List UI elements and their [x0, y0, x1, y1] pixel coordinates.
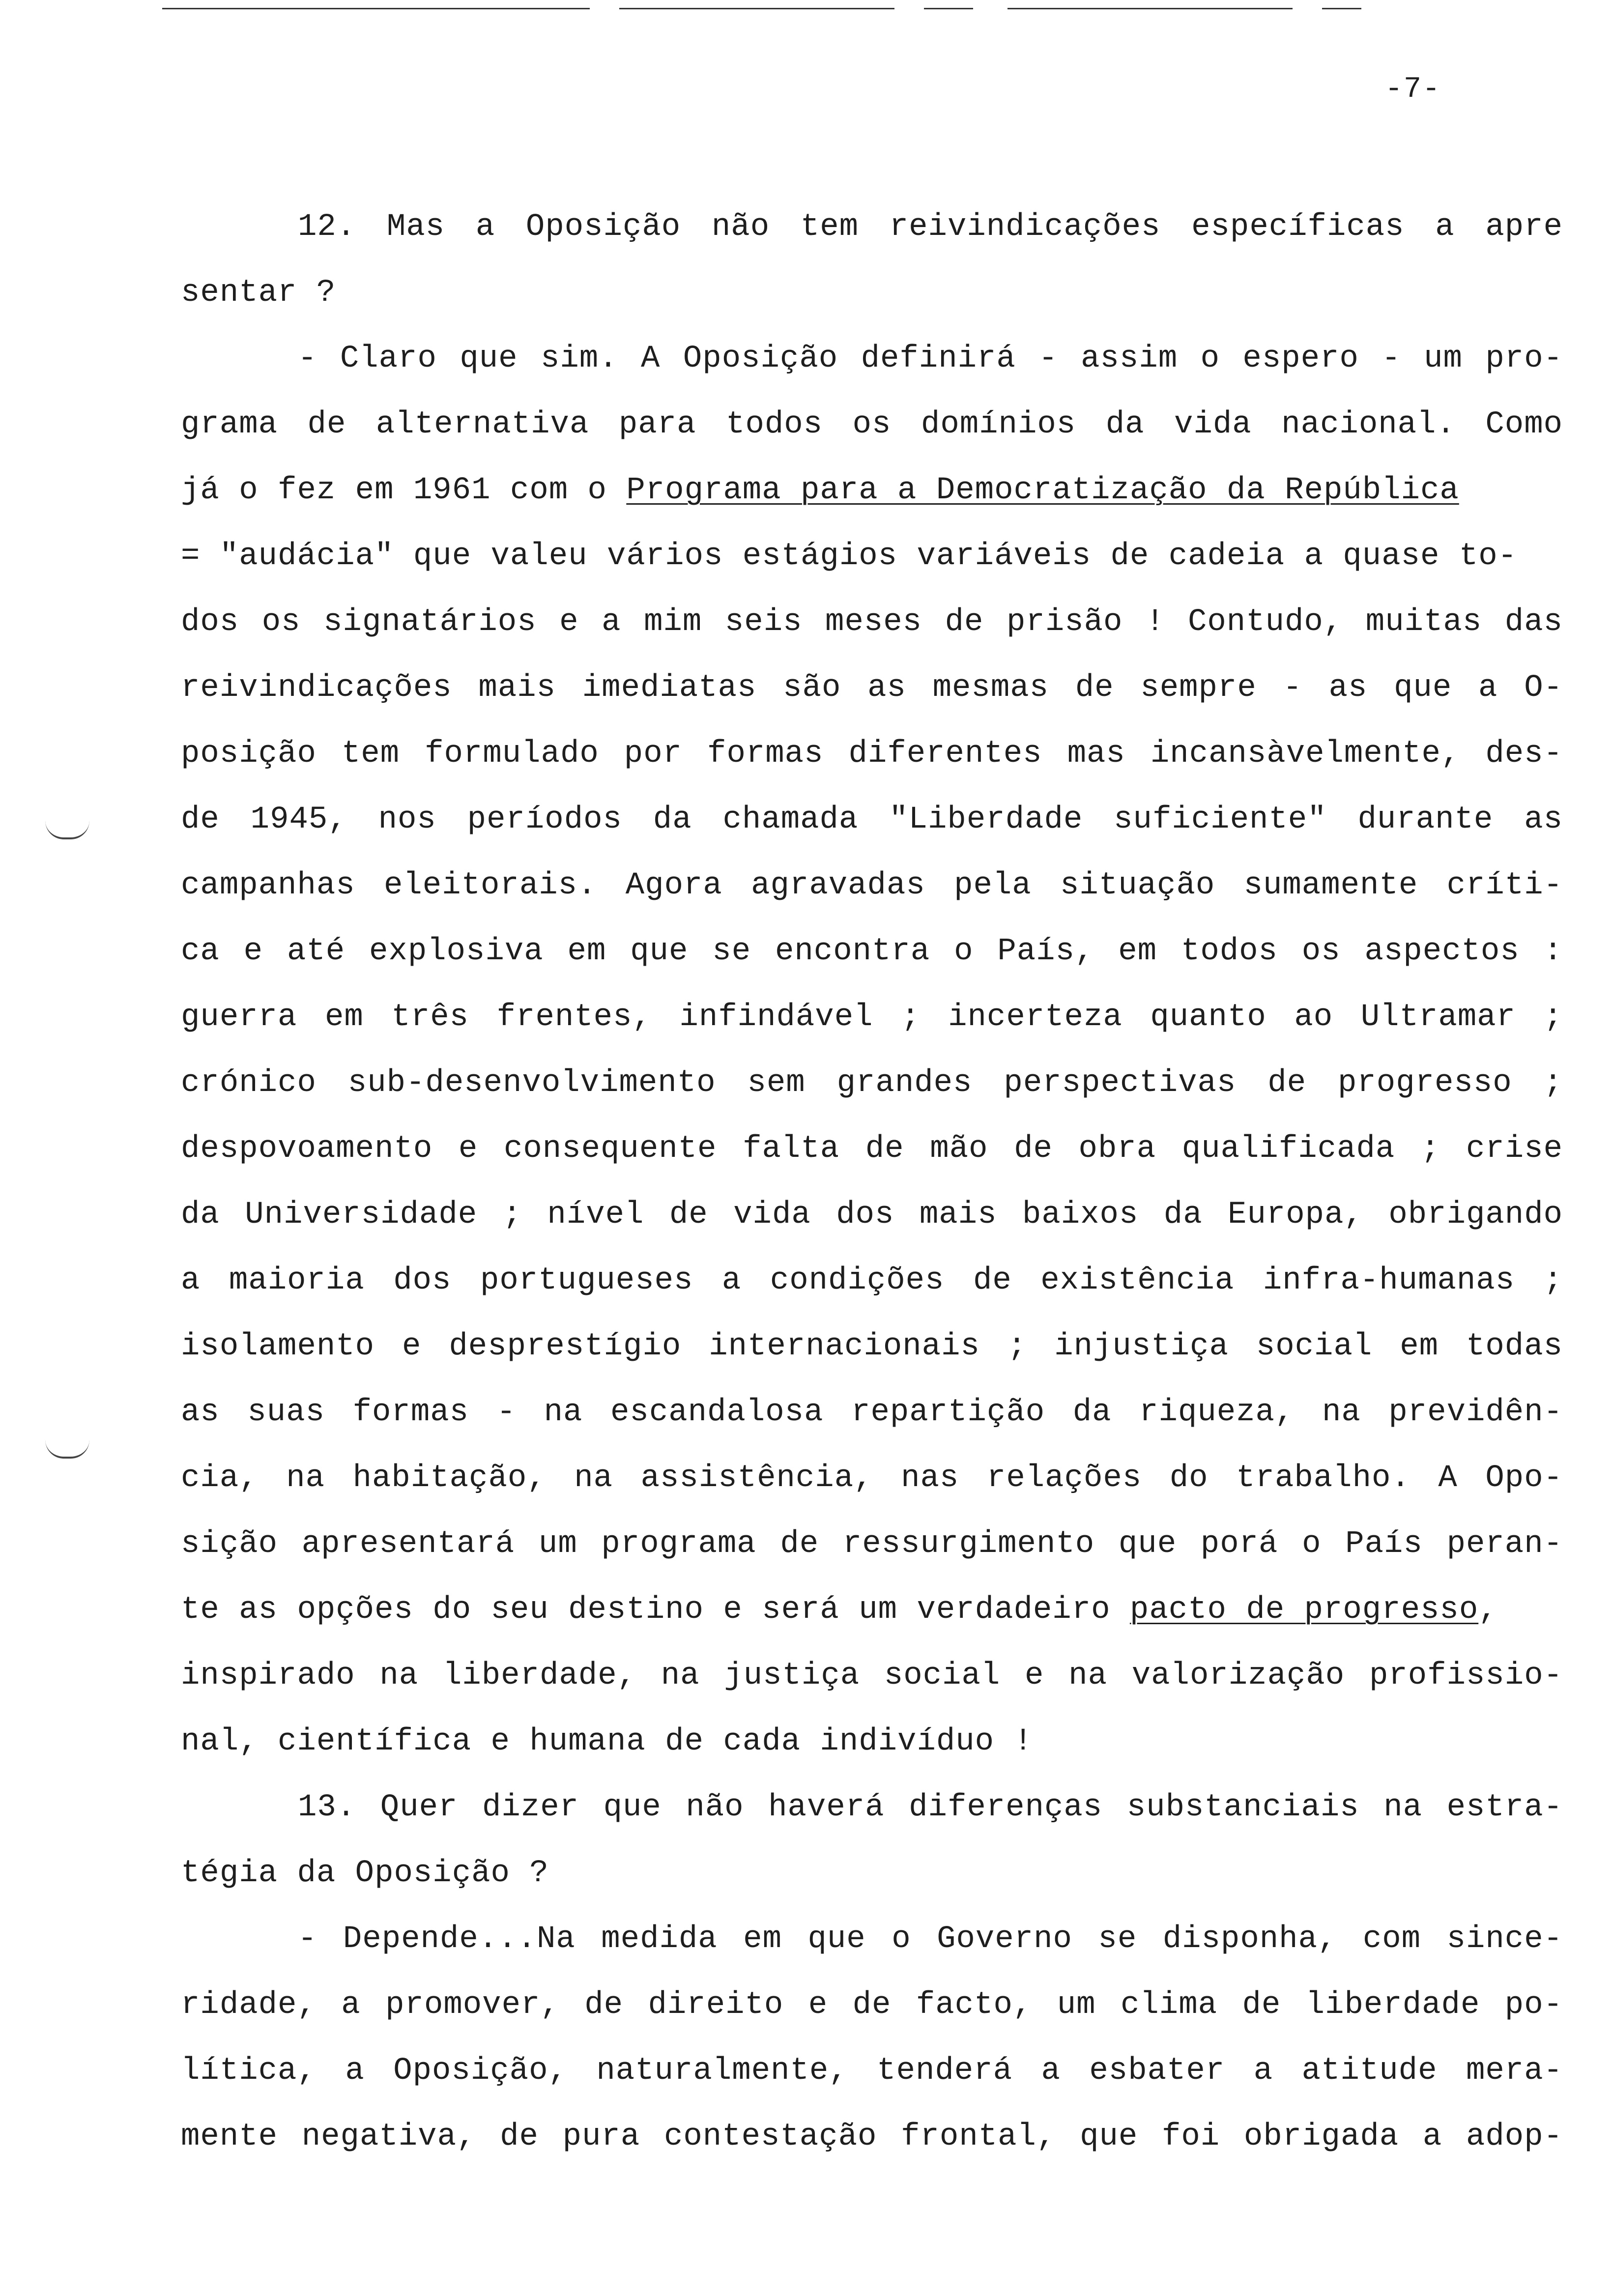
- answer-12-line-16: isolamento e desprestígio internacionais ; injustiça social em todas: [181, 1329, 1563, 1364]
- answer-12-line-21: inspirado na liberdade, na justiça social e na valorização profissio-: [181, 1658, 1563, 1693]
- page-number: -7-: [1385, 73, 1441, 106]
- progress-pact-underlined: pacto de progresso: [1129, 1592, 1479, 1628]
- answer-13-line-1: - Depende...Na medida em que o Governo se disponha, com since-: [298, 1922, 1563, 1957]
- answer-12-line-20-text: te as opções do seu destino e será um verdadeiro: [181, 1592, 1130, 1628]
- answer-12-line-8: de 1945, nos períodos da chamada "Liberdade suficiente" durante as: [181, 802, 1563, 837]
- answer-12-line-1: - Claro que sim. A Oposição definirá - assim o espero - um pro-: [298, 341, 1563, 376]
- question-13-line-2: tégia da Oposição ?: [181, 1856, 549, 1891]
- dash-mark: =: [181, 539, 201, 574]
- answer-12-line-17: as suas formas - na escandalosa repartição da riqueza, na previdên-: [181, 1395, 1563, 1430]
- comma: ,: [1478, 1592, 1498, 1628]
- answer-12-line-18: cia, na habitação, na assistência, nas relações do trabalho. A Opo-: [181, 1461, 1563, 1496]
- answer-12-line-3-text: já o fez em 1961 com o: [181, 473, 627, 508]
- question-12-line-2: sentar ?: [181, 275, 336, 311]
- answer-12-line-6: reivindicações mais imediatas são as mesmas de sempre - as que a O-: [181, 670, 1563, 706]
- answer-12-line-3: [181, 471, 1563, 510]
- answer-12-line-2: grama de alternativa para todos os domínios da vida nacional. Como: [181, 407, 1563, 442]
- answer-12-line-11: guerra em três frentes, infindável ; incerteza quanto ao Ultramar ;: [181, 1000, 1563, 1035]
- answer-13-line-3: lítica, a Oposição, naturalmente, tenderá a esbater a atitude mera-: [181, 2053, 1563, 2089]
- answer-12-line-5: dos os signatários e a mim seis meses de prisão ! Contudo, muitas das: [181, 604, 1563, 640]
- answer-13-line-4: mente negativa, de pura contestação frontal, que foi obrigada a adop-: [181, 2119, 1563, 2154]
- answer-13-line-2: ridade, a promover, de direito e de facto, um clima de liberdade po-: [181, 1987, 1563, 2023]
- answer-12-line-15: a maioria dos portugueses a condições de existência infra-humanas ;: [181, 1263, 1563, 1298]
- answer-12-line-12: crónico sub-desenvolvimento sem grandes perspectivas de progresso ;: [181, 1065, 1563, 1101]
- answer-12-line-4: [181, 537, 1563, 576]
- answer-12-line-19: sição apresentará um programa de ressurgimento que porá o País peran-: [181, 1526, 1563, 1562]
- answer-12-line-22: nal, científica e humana de cada indivíduo !: [181, 1724, 1033, 1759]
- question-13-line-1: 13. Quer dizer que não haverá diferenças substanciais na estra-: [298, 1790, 1563, 1825]
- answer-12-line-9: campanhas eleitorais. Agora agravadas pela situação sumamente críti-: [181, 868, 1563, 903]
- answer-12-line-13: despovoamento e consequente falta de mão de obra qualificada ; crise: [181, 1131, 1563, 1167]
- answer-12-line-10: ca e até explosiva em que se encontra o País, em todos os aspectos :: [181, 934, 1563, 969]
- answer-12-line-4-text: "audácia" que valeu vários estágios variáveis de cadeia a quase to-: [219, 539, 1518, 574]
- program-title-underlined: Programa para a Democratização da República: [626, 473, 1459, 508]
- answer-12-line-20: [181, 1590, 1563, 1630]
- answer-12-line-7: posição tem formulado por formas diferentes mas incansàvelmente, des-: [181, 736, 1563, 772]
- answer-12-line-14: da Universidade ; nível de vida dos mais baixos da Europa, obrigando: [181, 1197, 1563, 1233]
- question-12-line-1: 12. Mas a Oposição não tem reivindicações específicas a apre: [298, 209, 1563, 245]
